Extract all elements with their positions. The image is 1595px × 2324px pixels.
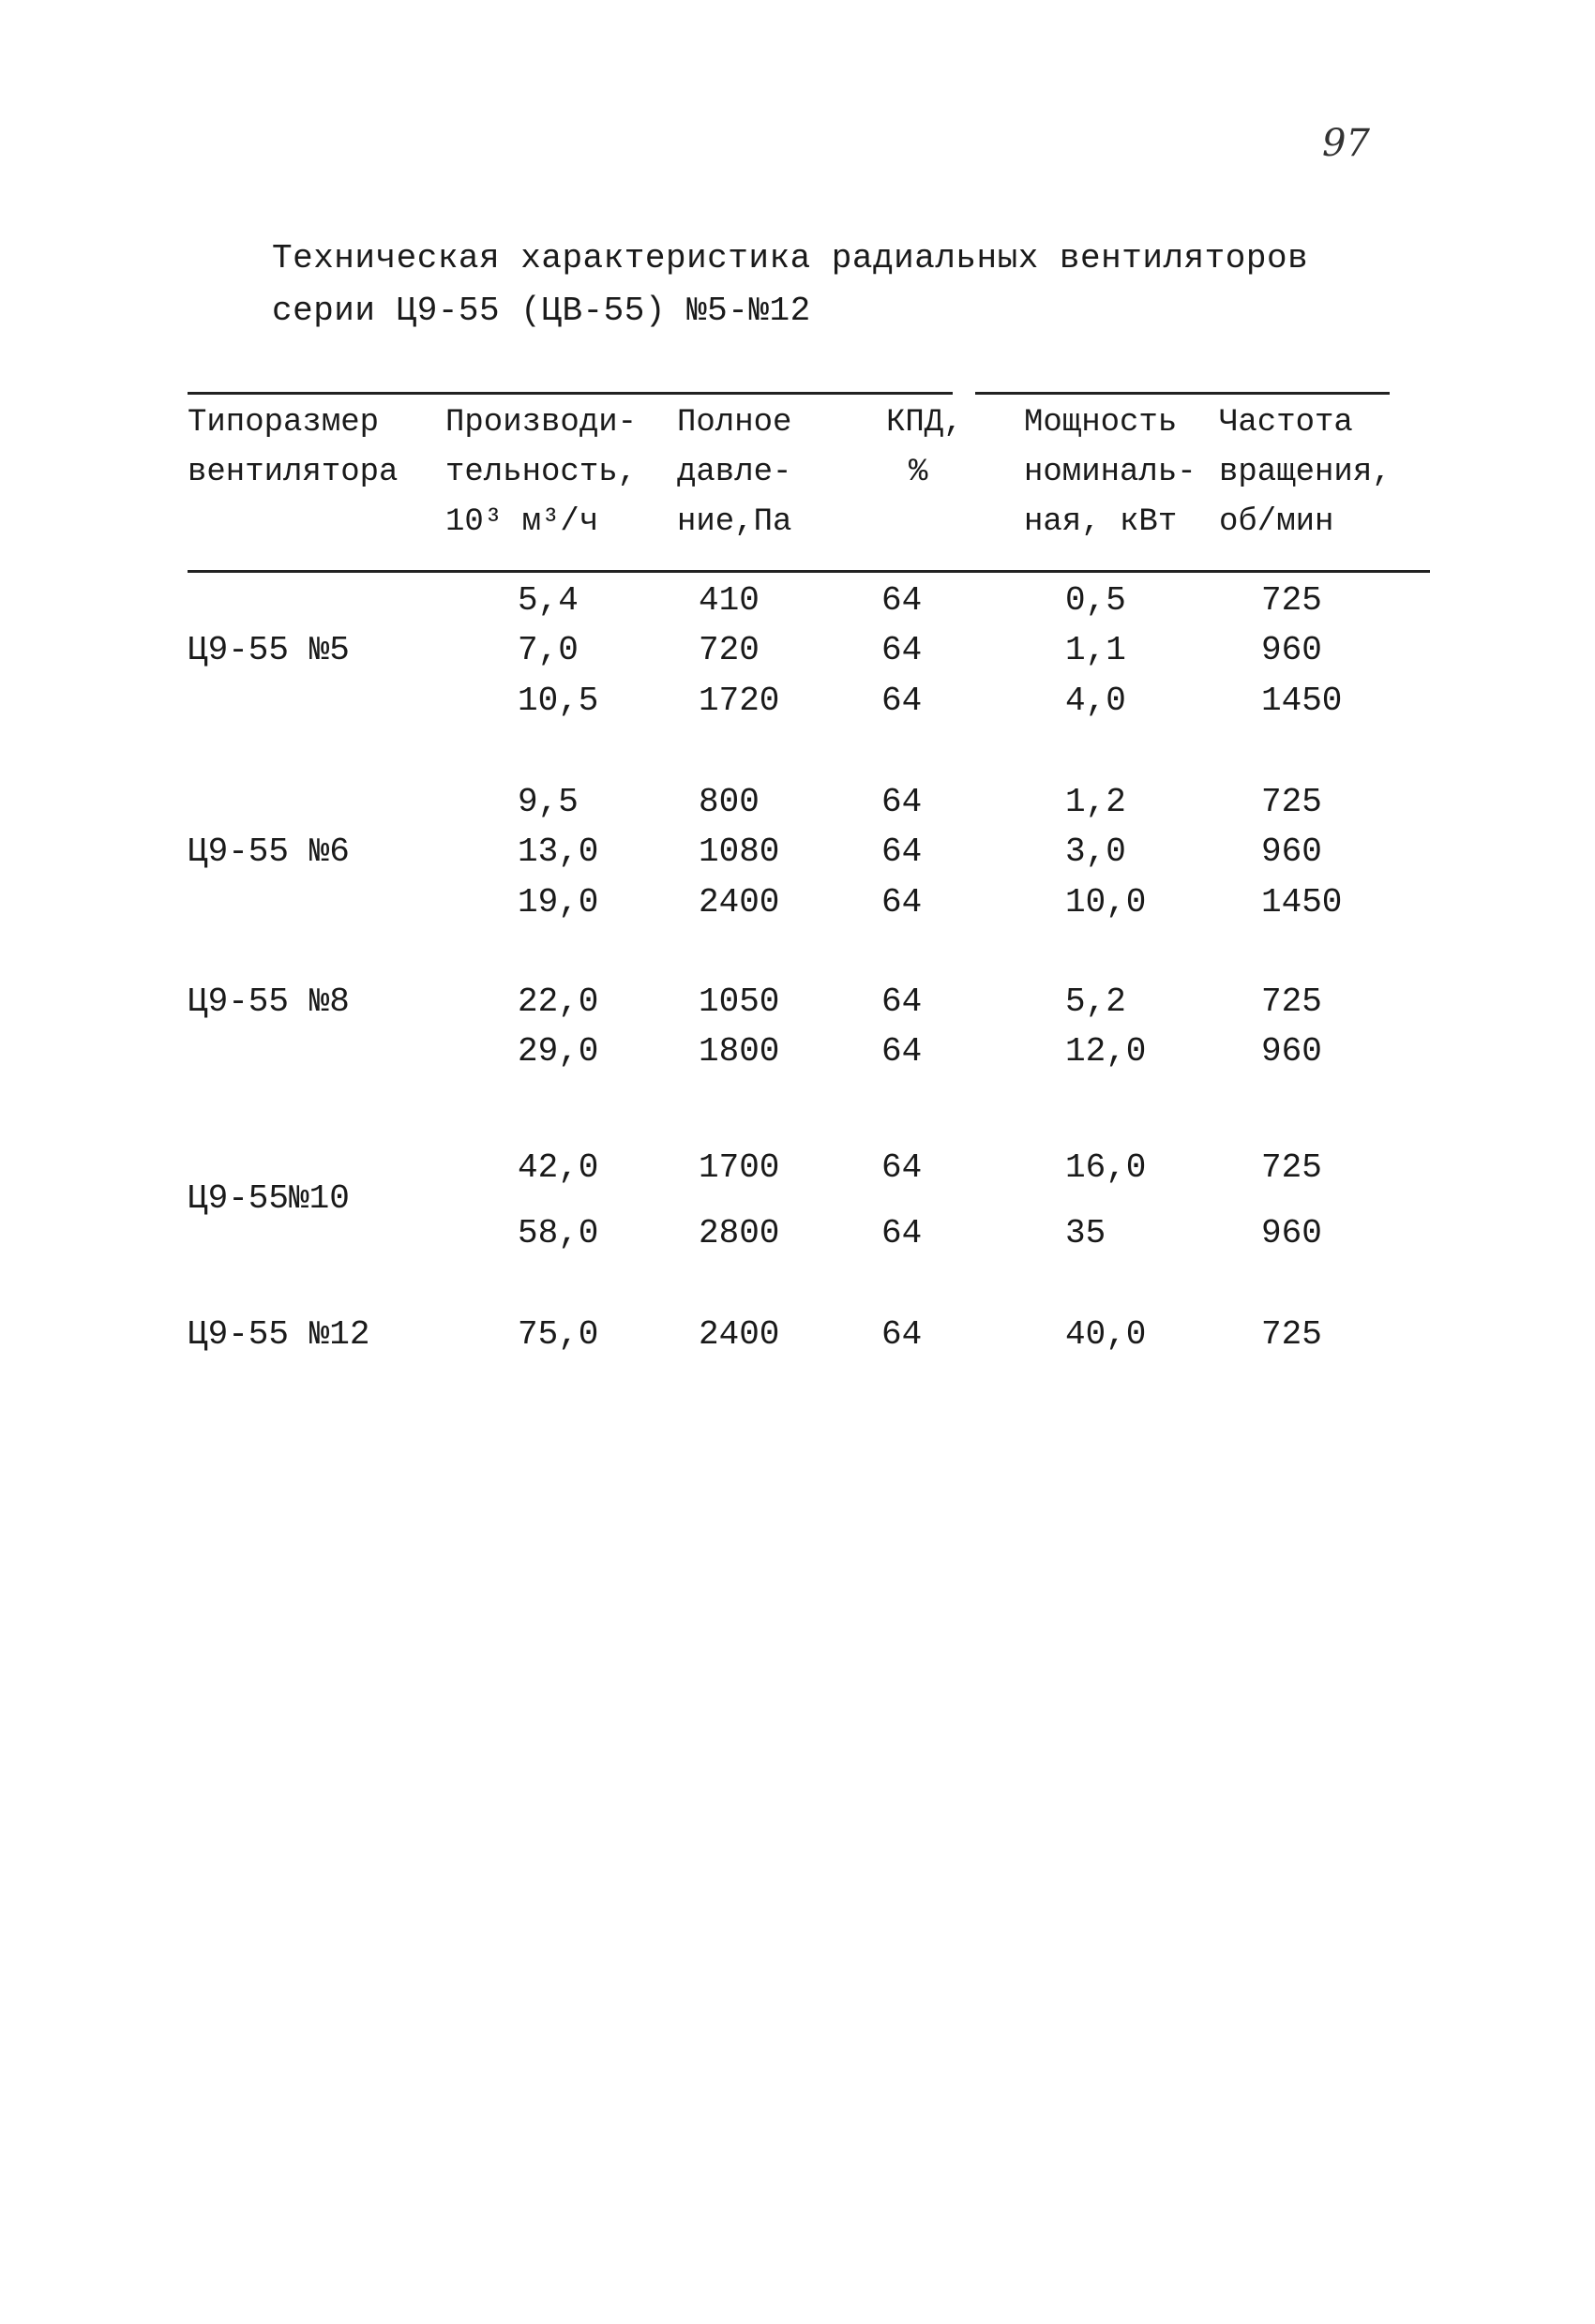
cell-pressure: 1080 <box>699 832 780 871</box>
cell-power: 35 <box>1065 1214 1106 1252</box>
cell-flow: 13,0 <box>518 832 599 871</box>
header-flow-line: Производи- <box>445 405 638 441</box>
header-efficiency-line: КПД, <box>886 405 963 441</box>
cell-power: 40,0 <box>1065 1315 1147 1354</box>
header-flow <box>445 398 637 547</box>
table-header-rule <box>188 570 1430 573</box>
fan-size-label: Ц9-55 №5 <box>188 631 350 669</box>
cell-efficiency: 64 <box>881 832 923 871</box>
cell-pressure: 800 <box>699 783 760 821</box>
cell-power: 4,0 <box>1065 682 1126 720</box>
header-efficiency-line: % <box>909 455 928 490</box>
cell-efficiency: 64 <box>881 883 923 922</box>
cell-frequency: 960 <box>1261 1214 1322 1252</box>
header-frequency-line: об/мин <box>1219 504 1334 540</box>
cell-frequency: 725 <box>1261 1315 1322 1354</box>
cell-pressure: 1700 <box>699 1148 780 1187</box>
fan-size-label: Ц9-55 №6 <box>188 832 350 871</box>
cell-frequency: 960 <box>1261 631 1322 669</box>
cell-frequency: 1450 <box>1261 883 1343 922</box>
header-frequency-line: вращения, <box>1219 455 1392 490</box>
cell-flow: 42,0 <box>518 1148 599 1187</box>
cell-pressure: 2400 <box>699 1315 780 1354</box>
cell-efficiency: 64 <box>881 783 923 821</box>
header-pressure-line: Полное <box>677 405 792 441</box>
title-line-2: серии Ц9-55 (ЦВ-55) №5-№12 <box>272 292 811 330</box>
cell-frequency: 725 <box>1261 1148 1322 1187</box>
header-flow-line: 10³ м³/ч <box>445 504 599 540</box>
cell-efficiency: 64 <box>881 1315 923 1354</box>
header-pressure-line: ние,Па <box>677 504 792 540</box>
cell-flow: 19,0 <box>518 883 599 922</box>
cell-pressure: 410 <box>699 581 760 620</box>
cell-power: 5,2 <box>1065 982 1126 1021</box>
cell-pressure: 1800 <box>699 1032 780 1071</box>
cell-pressure: 2800 <box>699 1214 780 1252</box>
cell-flow: 10,5 <box>518 682 599 720</box>
cell-pressure: 1050 <box>699 982 780 1021</box>
header-size-line: вентилятора <box>188 455 399 490</box>
cell-power: 3,0 <box>1065 832 1126 871</box>
cell-flow: 58,0 <box>518 1214 599 1252</box>
header-frequency-line: Частота <box>1219 405 1353 441</box>
cell-efficiency: 64 <box>881 631 923 669</box>
cell-power: 1,2 <box>1065 783 1126 821</box>
header-efficiency <box>886 398 963 498</box>
cell-power: 16,0 <box>1065 1148 1147 1187</box>
cell-power: 12,0 <box>1065 1032 1147 1071</box>
cell-efficiency: 64 <box>881 1032 923 1071</box>
fan-size-label: Ц9-55 №8 <box>188 982 350 1021</box>
cell-pressure: 720 <box>699 631 760 669</box>
cell-flow: 5,4 <box>518 581 579 620</box>
header-pressure-line: давле- <box>677 455 792 490</box>
header-size-line: Типоразмер <box>188 405 380 441</box>
header-frequency <box>1219 398 1392 547</box>
page-number: 97 <box>1322 122 1370 165</box>
cell-flow: 7,0 <box>518 631 579 669</box>
cell-efficiency: 64 <box>881 581 923 620</box>
cell-efficiency: 64 <box>881 982 923 1021</box>
cell-efficiency: 64 <box>881 682 923 720</box>
cell-frequency: 960 <box>1261 832 1322 871</box>
table-top-rule-right <box>975 392 1390 395</box>
header-size <box>188 398 398 498</box>
cell-power: 0,5 <box>1065 581 1126 620</box>
cell-flow: 29,0 <box>518 1032 599 1071</box>
cell-power: 10,0 <box>1065 883 1147 922</box>
cell-frequency: 725 <box>1261 783 1322 821</box>
fan-size-label: Ц9-55№10 <box>188 1179 350 1218</box>
cell-flow: 22,0 <box>518 982 599 1021</box>
cell-flow: 75,0 <box>518 1315 599 1354</box>
header-flow-line: тельность, <box>445 455 638 490</box>
header-pressure <box>677 398 791 547</box>
cell-pressure: 2400 <box>699 883 780 922</box>
cell-power: 1,1 <box>1065 631 1126 669</box>
title-line-1: Техническая характеристика радиальных вентиляторов <box>272 239 1309 277</box>
header-power-line: Мощность <box>1024 405 1178 441</box>
header-power-line: ная, кВт <box>1024 504 1178 540</box>
header-power <box>1024 398 1196 547</box>
cell-efficiency: 64 <box>881 1214 923 1252</box>
cell-frequency: 960 <box>1261 1032 1322 1071</box>
table-top-rule-left <box>188 392 953 395</box>
cell-frequency: 1450 <box>1261 682 1343 720</box>
cell-flow: 9,5 <box>518 783 579 821</box>
document-title <box>272 232 1308 337</box>
cell-frequency: 725 <box>1261 581 1322 620</box>
fan-size-label: Ц9-55 №12 <box>188 1315 370 1354</box>
cell-pressure: 1720 <box>699 682 780 720</box>
cell-frequency: 725 <box>1261 982 1322 1021</box>
header-power-line: номиналь- <box>1024 455 1196 490</box>
cell-efficiency: 64 <box>881 1148 923 1187</box>
